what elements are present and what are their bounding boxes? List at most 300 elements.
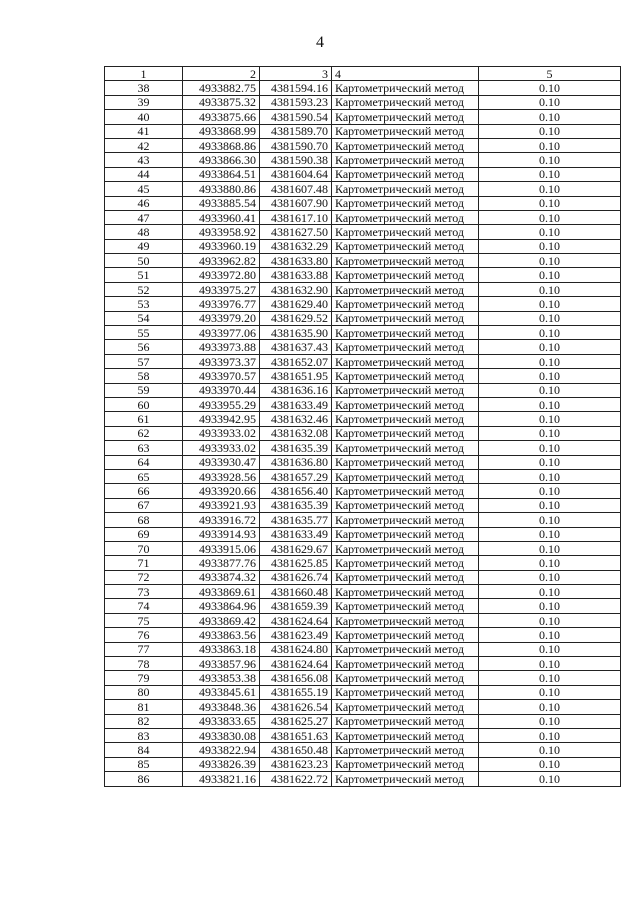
accuracy-cell: 0.10 [479,685,621,699]
x-coordinate-cell: 4933914.93 [183,527,260,541]
column-header-5: 5 [479,67,621,81]
table-header [105,67,621,81]
y-coordinate-cell: 4381590.70 [260,138,332,152]
y-coordinate-cell: 4381607.48 [260,182,332,196]
table-row [105,541,621,555]
x-coordinate-cell: 4933921.93 [183,498,260,512]
method-cell: Картометрический метод [332,153,479,167]
accuracy-cell: 0.10 [479,326,621,340]
method-cell: Картометрический метод [332,728,479,742]
x-coordinate-cell: 4933853.38 [183,671,260,685]
x-coordinate-cell: 4933976.77 [183,297,260,311]
point-number-cell: 73 [105,585,183,599]
method-cell: Картометрический метод [332,469,479,483]
table-row [105,772,621,786]
point-number-cell: 75 [105,613,183,627]
y-coordinate-cell: 4381624.80 [260,642,332,656]
x-coordinate-cell: 4933972.80 [183,268,260,282]
accuracy-cell: 0.10 [479,297,621,311]
accuracy-cell: 0.10 [479,772,621,786]
table-row [105,239,621,253]
point-number-cell: 72 [105,570,183,584]
accuracy-cell: 0.10 [479,628,621,642]
method-cell: Картометрический метод [332,167,479,181]
point-number-cell: 43 [105,153,183,167]
y-coordinate-cell: 4381590.54 [260,110,332,124]
accuracy-cell: 0.10 [479,541,621,555]
table-row [105,498,621,512]
table-row [105,642,621,656]
x-coordinate-cell: 4933874.32 [183,570,260,584]
point-number-cell: 70 [105,541,183,555]
method-cell: Картометрический метод [332,441,479,455]
table-row [105,311,621,325]
accuracy-cell: 0.10 [479,167,621,181]
accuracy-cell: 0.10 [479,671,621,685]
x-coordinate-cell: 4933869.42 [183,613,260,627]
point-number-cell: 64 [105,455,183,469]
method-cell: Картометрический метод [332,642,479,656]
x-coordinate-cell: 4933930.47 [183,455,260,469]
x-coordinate-cell: 4933942.95 [183,412,260,426]
y-coordinate-cell: 4381623.49 [260,628,332,642]
y-coordinate-cell: 4381589.70 [260,124,332,138]
accuracy-cell: 0.10 [479,484,621,498]
method-cell: Картометрический метод [332,383,479,397]
x-coordinate-cell: 4933822.94 [183,743,260,757]
accuracy-cell: 0.10 [479,599,621,613]
method-cell: Картометрический метод [332,455,479,469]
method-cell: Картометрический метод [332,772,479,786]
accuracy-cell: 0.10 [479,95,621,109]
x-coordinate-cell: 4933848.36 [183,700,260,714]
y-coordinate-cell: 4381604.64 [260,167,332,181]
y-coordinate-cell: 4381632.29 [260,239,332,253]
table-row [105,585,621,599]
table-row [105,210,621,224]
y-coordinate-cell: 4381635.39 [260,441,332,455]
x-coordinate-cell: 4933830.08 [183,728,260,742]
x-coordinate-cell: 4933833.65 [183,714,260,728]
point-number-cell: 44 [105,167,183,181]
table-row [105,397,621,411]
table-row [105,469,621,483]
table-row [105,81,621,95]
y-coordinate-cell: 4381651.95 [260,369,332,383]
method-cell: Картометрический метод [332,254,479,268]
x-coordinate-cell: 4933962.82 [183,254,260,268]
point-number-cell: 79 [105,671,183,685]
method-cell: Картометрический метод [332,138,479,152]
accuracy-cell: 0.10 [479,642,621,656]
accuracy-cell: 0.10 [479,397,621,411]
table-row [105,254,621,268]
accuracy-cell: 0.10 [479,657,621,671]
point-number-cell: 76 [105,628,183,642]
point-number-cell: 47 [105,210,183,224]
header-row [105,67,621,81]
point-number-cell: 46 [105,196,183,210]
accuracy-cell: 0.10 [479,743,621,757]
method-cell: Картометрический метод [332,311,479,325]
accuracy-cell: 0.10 [479,585,621,599]
y-coordinate-cell: 4381593.23 [260,95,332,109]
x-coordinate-cell: 4933960.19 [183,239,260,253]
table-row [105,95,621,109]
table-row [105,484,621,498]
y-coordinate-cell: 4381633.80 [260,254,332,268]
page-number: 4 [316,34,324,51]
method-cell: Картометрический метод [332,628,479,642]
accuracy-cell: 0.10 [479,124,621,138]
x-coordinate-cell: 4933979.20 [183,311,260,325]
method-cell: Картометрический метод [332,110,479,124]
y-coordinate-cell: 4381656.40 [260,484,332,498]
x-coordinate-cell: 4933869.61 [183,585,260,599]
x-coordinate-cell: 4933955.29 [183,397,260,411]
table-row [105,556,621,570]
method-cell: Картометрический метод [332,743,479,757]
point-number-cell: 60 [105,397,183,411]
y-coordinate-cell: 4381633.49 [260,397,332,411]
point-number-cell: 49 [105,239,183,253]
method-cell: Картометрический метод [332,124,479,138]
point-number-cell: 86 [105,772,183,786]
y-coordinate-cell: 4381629.40 [260,297,332,311]
method-cell: Картометрический метод [332,527,479,541]
x-coordinate-cell: 4933882.75 [183,81,260,95]
x-coordinate-cell: 4933977.06 [183,326,260,340]
accuracy-cell: 0.10 [479,556,621,570]
point-number-cell: 42 [105,138,183,152]
accuracy-cell: 0.10 [479,570,621,584]
point-number-cell: 84 [105,743,183,757]
table-row [105,685,621,699]
method-cell: Картометрический метод [332,671,479,685]
x-coordinate-cell: 4933863.18 [183,642,260,656]
y-coordinate-cell: 4381632.90 [260,282,332,296]
method-cell: Картометрический метод [332,210,479,224]
point-number-cell: 74 [105,599,183,613]
y-coordinate-cell: 4381635.39 [260,498,332,512]
point-number-cell: 53 [105,297,183,311]
y-coordinate-cell: 4381659.39 [260,599,332,613]
method-cell: Картометрический метод [332,700,479,714]
method-cell: Картометрический метод [332,268,479,282]
accuracy-cell: 0.10 [479,383,621,397]
table-row [105,138,621,152]
accuracy-cell: 0.10 [479,340,621,354]
y-coordinate-cell: 4381626.54 [260,700,332,714]
point-number-cell: 62 [105,426,183,440]
y-coordinate-cell: 4381633.88 [260,268,332,282]
accuracy-cell: 0.10 [479,469,621,483]
table-row [105,671,621,685]
accuracy-cell: 0.10 [479,441,621,455]
table-row [105,613,621,627]
method-cell: Картометрический метод [332,297,479,311]
table-row [105,340,621,354]
table-row [105,714,621,728]
table-row [105,124,621,138]
table-row [105,196,621,210]
table-row [105,728,621,742]
column-header-4: 4 [332,67,479,81]
y-coordinate-cell: 4381624.64 [260,657,332,671]
x-coordinate-cell: 4933845.61 [183,685,260,699]
table-row [105,412,621,426]
accuracy-cell: 0.10 [479,700,621,714]
y-coordinate-cell: 4381623.23 [260,757,332,771]
point-number-cell: 65 [105,469,183,483]
method-cell: Картометрический метод [332,498,479,512]
x-coordinate-cell: 4933933.02 [183,441,260,455]
point-number-cell: 52 [105,282,183,296]
point-number-cell: 69 [105,527,183,541]
method-cell: Картометрический метод [332,541,479,555]
table-row [105,570,621,584]
point-number-cell: 48 [105,225,183,239]
point-number-cell: 83 [105,728,183,742]
point-number-cell: 85 [105,757,183,771]
x-coordinate-cell: 4933877.76 [183,556,260,570]
point-number-cell: 55 [105,326,183,340]
column-header-2: 2 [183,67,260,81]
accuracy-cell: 0.10 [479,354,621,368]
accuracy-cell: 0.10 [479,498,621,512]
x-coordinate-cell: 4933975.27 [183,282,260,296]
y-coordinate-cell: 4381626.74 [260,570,332,584]
point-number-cell: 61 [105,412,183,426]
point-number-cell: 66 [105,484,183,498]
table-row [105,282,621,296]
x-coordinate-cell: 4933866.30 [183,153,260,167]
accuracy-cell: 0.10 [479,412,621,426]
table-row [105,369,621,383]
table-row [105,527,621,541]
accuracy-cell: 0.10 [479,613,621,627]
table-row [105,757,621,771]
column-header-1: 1 [105,67,183,81]
x-coordinate-cell: 4933821.16 [183,772,260,786]
x-coordinate-cell: 4933864.96 [183,599,260,613]
method-cell: Картометрический метод [332,182,479,196]
y-coordinate-cell: 4381633.49 [260,527,332,541]
point-number-cell: 58 [105,369,183,383]
x-coordinate-cell: 4933868.99 [183,124,260,138]
y-coordinate-cell: 4381627.50 [260,225,332,239]
accuracy-cell: 0.10 [479,268,621,282]
y-coordinate-cell: 4381635.77 [260,513,332,527]
point-number-cell: 78 [105,657,183,671]
table-row [105,225,621,239]
method-cell: Картометрический метод [332,369,479,383]
method-cell: Картометрический метод [332,757,479,771]
table-row [105,455,621,469]
x-coordinate-cell: 4933970.57 [183,369,260,383]
y-coordinate-cell: 4381629.52 [260,311,332,325]
point-number-cell: 68 [105,513,183,527]
y-coordinate-cell: 4381625.85 [260,556,332,570]
table-row [105,743,621,757]
table-row [105,167,621,181]
y-coordinate-cell: 4381629.67 [260,541,332,555]
point-number-cell: 67 [105,498,183,512]
table-row [105,110,621,124]
method-cell: Картометрический метод [332,570,479,584]
method-cell: Картометрический метод [332,239,479,253]
table-row [105,426,621,440]
column-header-3: 3 [260,67,332,81]
accuracy-cell: 0.10 [479,153,621,167]
accuracy-cell: 0.10 [479,728,621,742]
y-coordinate-cell: 4381655.19 [260,685,332,699]
method-cell: Картометрический метод [332,397,479,411]
y-coordinate-cell: 4381617.10 [260,210,332,224]
method-cell: Картометрический метод [332,225,479,239]
y-coordinate-cell: 4381636.16 [260,383,332,397]
y-coordinate-cell: 4381625.27 [260,714,332,728]
accuracy-cell: 0.10 [479,81,621,95]
x-coordinate-cell: 4933973.88 [183,340,260,354]
point-number-cell: 71 [105,556,183,570]
x-coordinate-cell: 4933973.37 [183,354,260,368]
x-coordinate-cell: 4933864.51 [183,167,260,181]
y-coordinate-cell: 4381651.63 [260,728,332,742]
accuracy-cell: 0.10 [479,138,621,152]
table-row [105,599,621,613]
accuracy-cell: 0.10 [479,182,621,196]
x-coordinate-cell: 4933933.02 [183,426,260,440]
table-row [105,354,621,368]
point-number-cell: 81 [105,700,183,714]
table-row [105,383,621,397]
x-coordinate-cell: 4933958.92 [183,225,260,239]
x-coordinate-cell: 4933960.41 [183,210,260,224]
x-coordinate-cell: 4933920.66 [183,484,260,498]
y-coordinate-cell: 4381656.08 [260,671,332,685]
table-row [105,628,621,642]
x-coordinate-cell: 4933915.06 [183,541,260,555]
table-body [105,81,621,786]
method-cell: Картометрический метод [332,282,479,296]
y-coordinate-cell: 4381650.48 [260,743,332,757]
y-coordinate-cell: 4381607.90 [260,196,332,210]
accuracy-cell: 0.10 [479,210,621,224]
accuracy-cell: 0.10 [479,225,621,239]
table-row [105,700,621,714]
point-number-cell: 51 [105,268,183,282]
y-coordinate-cell: 4381624.64 [260,613,332,627]
method-cell: Картометрический метод [332,426,479,440]
point-number-cell: 63 [105,441,183,455]
table-row [105,153,621,167]
table-row [105,297,621,311]
point-number-cell: 59 [105,383,183,397]
method-cell: Картометрический метод [332,613,479,627]
x-coordinate-cell: 4933863.56 [183,628,260,642]
method-cell: Картометрический метод [332,412,479,426]
accuracy-cell: 0.10 [479,239,621,253]
method-cell: Картометрический метод [332,340,479,354]
y-coordinate-cell: 4381660.48 [260,585,332,599]
method-cell: Картометрический метод [332,95,479,109]
point-number-cell: 45 [105,182,183,196]
accuracy-cell: 0.10 [479,282,621,296]
accuracy-cell: 0.10 [479,110,621,124]
table-row [105,513,621,527]
method-cell: Картометрический метод [332,685,479,699]
method-cell: Картометрический метод [332,556,479,570]
method-cell: Картометрический метод [332,354,479,368]
y-coordinate-cell: 4381635.90 [260,326,332,340]
y-coordinate-cell: 4381590.38 [260,153,332,167]
method-cell: Картометрический метод [332,585,479,599]
x-coordinate-cell: 4933916.72 [183,513,260,527]
point-number-cell: 40 [105,110,183,124]
y-coordinate-cell: 4381594.16 [260,81,332,95]
accuracy-cell: 0.10 [479,757,621,771]
table-row [105,268,621,282]
point-number-cell: 80 [105,685,183,699]
point-number-cell: 50 [105,254,183,268]
method-cell: Картометрический метод [332,196,479,210]
y-coordinate-cell: 4381632.46 [260,412,332,426]
point-number-cell: 54 [105,311,183,325]
y-coordinate-cell: 4381636.80 [260,455,332,469]
table-row [105,182,621,196]
x-coordinate-cell: 4933928.56 [183,469,260,483]
accuracy-cell: 0.10 [479,426,621,440]
accuracy-cell: 0.10 [479,254,621,268]
accuracy-cell: 0.10 [479,455,621,469]
method-cell: Картометрический метод [332,326,479,340]
method-cell: Картометрический метод [332,714,479,728]
y-coordinate-cell: 4381652.07 [260,354,332,368]
y-coordinate-cell: 4381637.43 [260,340,332,354]
method-cell: Картометрический метод [332,657,479,671]
x-coordinate-cell: 4933875.66 [183,110,260,124]
y-coordinate-cell: 4381632.08 [260,426,332,440]
accuracy-cell: 0.10 [479,311,621,325]
method-cell: Картометрический метод [332,599,479,613]
point-number-cell: 57 [105,354,183,368]
coordinates-table [104,66,621,787]
method-cell: Картометрический метод [332,81,479,95]
accuracy-cell: 0.10 [479,196,621,210]
x-coordinate-cell: 4933868.86 [183,138,260,152]
method-cell: Картометрический метод [332,513,479,527]
x-coordinate-cell: 4933880.86 [183,182,260,196]
table-row [105,441,621,455]
point-number-cell: 38 [105,81,183,95]
point-number-cell: 39 [105,95,183,109]
point-number-cell: 56 [105,340,183,354]
point-number-cell: 82 [105,714,183,728]
x-coordinate-cell: 4933826.39 [183,757,260,771]
method-cell: Картометрический метод [332,484,479,498]
x-coordinate-cell: 4933970.44 [183,383,260,397]
point-number-cell: 77 [105,642,183,656]
accuracy-cell: 0.10 [479,513,621,527]
table-row [105,326,621,340]
accuracy-cell: 0.10 [479,527,621,541]
accuracy-cell: 0.10 [479,369,621,383]
x-coordinate-cell: 4933857.96 [183,657,260,671]
y-coordinate-cell: 4381622.72 [260,772,332,786]
x-coordinate-cell: 4933875.32 [183,95,260,109]
table-row [105,657,621,671]
